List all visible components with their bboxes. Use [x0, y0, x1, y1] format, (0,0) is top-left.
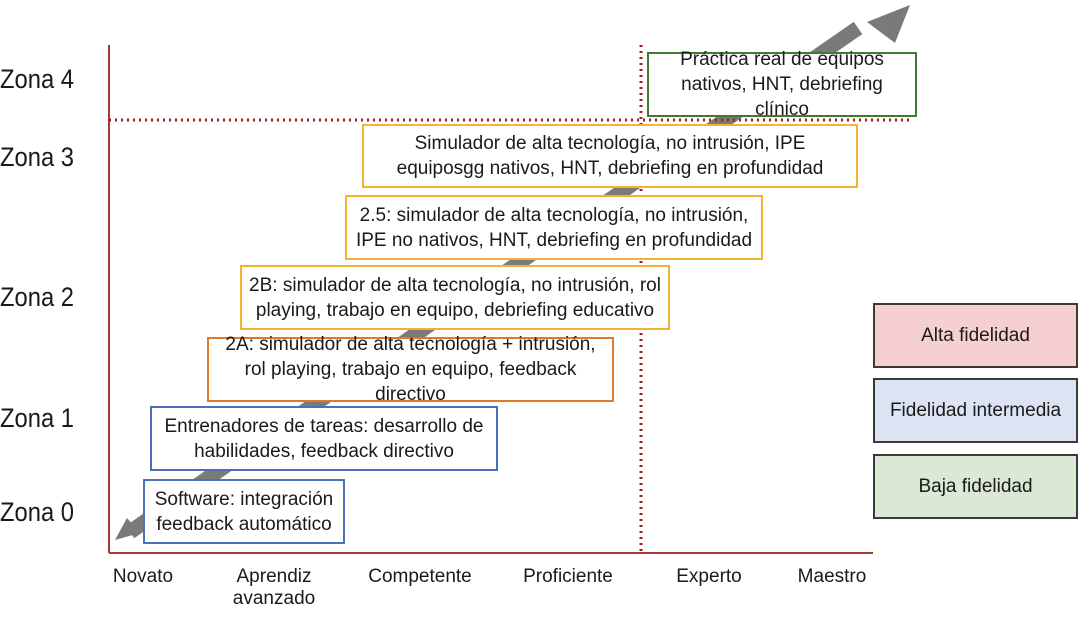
- zone-label-0: Zona 0: [0, 497, 74, 527]
- zone-label-3: Zona 3: [0, 142, 74, 172]
- level-label-proficiente: Proficiente: [523, 566, 613, 587]
- step-box-software: Software: integración feedback automático: [143, 479, 345, 544]
- step-box-2b: 2B: simulador de alta tecnología, no intrusión, rol playing, trabajo en equipo, debriefing educativo: [240, 265, 670, 330]
- step-box-entrenadores: Entrenadores de tareas: desarrollo de habilidades, feedback directivo: [150, 406, 498, 471]
- legend-baja-fidelidad: Baja fidelidad: [873, 454, 1078, 519]
- level-label-aprendiz: Aprendiz avanzado: [232, 566, 316, 609]
- zone-label-4: Zona 4: [0, 64, 74, 94]
- step-box-2-5: 2.5: simulador de alta tecnología, no intrusión, IPE no nativos, HNT, debriefing en profundidad: [345, 195, 763, 260]
- level-label-novato: Novato: [112, 566, 174, 587]
- step-box-practica: Práctica real de equipos nativos, HNT, debriefing clínico: [647, 52, 917, 117]
- zone-label-2: Zona 2: [0, 282, 74, 312]
- legend-fidelidad-intermedia: Fidelidad intermedia: [873, 378, 1078, 443]
- step-box-2a: 2A: simulador de alta tecnología + intrusión, rol playing, trabajo en equipo, feedback directivo: [207, 337, 614, 402]
- progression-arrow-head-top: [867, 5, 910, 43]
- level-label-experto: Experto: [676, 566, 742, 587]
- step-box-zona3: Simulador de alta tecnología, no intrusión, IPE equiposgg nativos, HNT, debriefing en profundidad: [362, 124, 858, 188]
- level-label-competente: Competente: [368, 566, 472, 587]
- level-label-maestro: Maestro: [797, 566, 867, 587]
- zone-label-1: Zona 1: [0, 403, 74, 433]
- legend-alta-fidelidad: Alta fidelidad: [873, 303, 1078, 368]
